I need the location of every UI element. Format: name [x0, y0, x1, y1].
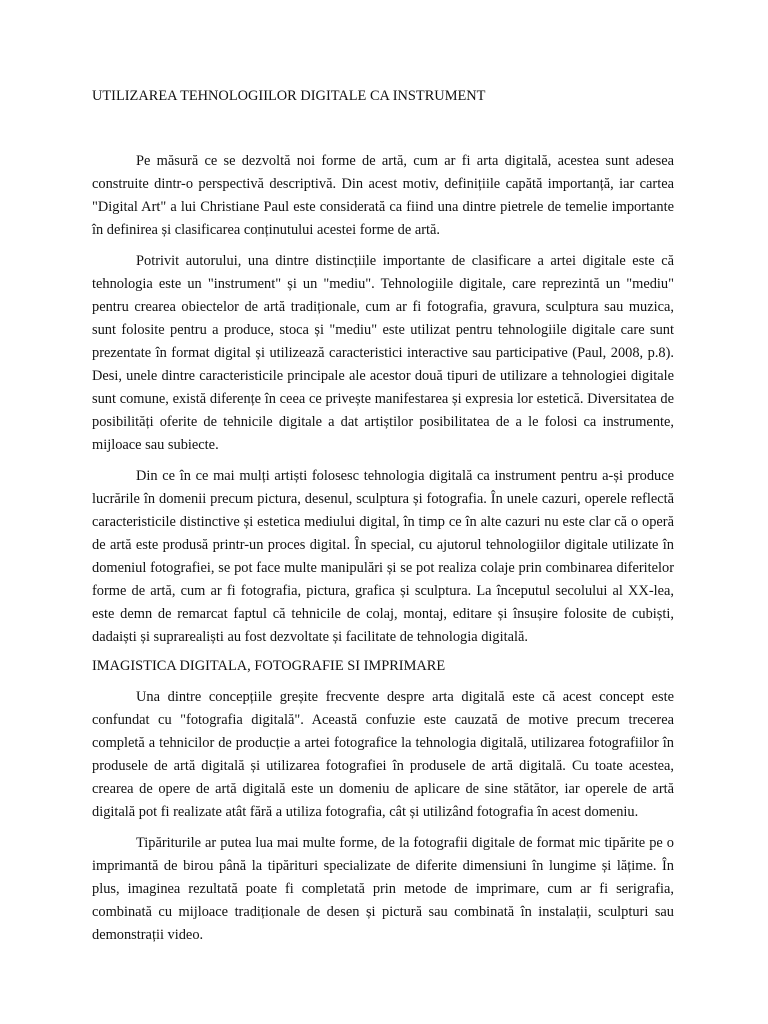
document-title: UTILIZAREA TEHNOLOGIILOR DIGITALE CA INSTRUMENT — [92, 88, 486, 104]
paragraph-misconceptions: Una dintre concepțiile greșite frecvente despre arta digitală este că acest concept este confundat cu "fotografia digitală". Această confuzie este cauzată de motive precum trecerea completă a tehnicilor de producție a artei fotografice la tehnologia digitală, utilizarea fotografiilor în produsele de artă digitală și utilizarea fotografiei în produsele de artă digitală. Cu toate acestea, crearea de opere de artă digitală este un domeniu de aplicare de sine stătător, iar operele de artă digitală pot fi realizate atât fără a utiliza fotografia, cât și utilizând fotografia în acest domeniu. — [92, 689, 674, 820]
document-body — [92, 85, 674, 955]
section-heading-imaging: IMAGISTICA DIGITALA, FOTOGRAFIE SI IMPRIMARE — [92, 658, 446, 674]
paragraph-intro: Pe măsură ce se dezvoltă noi forme de artă, cum ar fi arta digitală, acestea sunt adesea construite dintr-o perspectivă descriptivă. Din acest motiv, definițiile capătă importanță, iar cartea "Digital Art" a lui Christiane Paul este considerată ca fiind una dintre pietrele de temelie importante în definirea și clasificarea conținutului acestei forme de artă. — [92, 153, 674, 238]
paragraph-instrument-medium: Potrivit autorului, una dintre distincțiile importante de clasificare a artei digitale este că tehnologia este un "instrument" și un "mediu". Tehnologiile digitale, care reprezintă un "mediu" pentru crearea obiectelor de artă tradiționale, cum ar fi fotografia, gravura, sculptura sau muzica, sunt folosite pentru a produce, stoca și "mediu" este utilizat pentru tehnologiile digitale care sunt prezentate în format digital și utilizează caracteristici interactive sau participative (Paul, 2008, p.8). Desi, unele dintre caracteristicile principale ale acestor două tipuri de utilizare a tehnologiei digitale sunt comune, există diferențe în ceea ce privește manifestarea și expresia lor estetică. Diversitatea de posibilități oferite de tehnicile digitale a dat artiștilor posibilitatea de a le folosi ca instrumente, mijloace sau subiecte. — [92, 253, 674, 453]
paragraph-prints: Tipăriturile ar putea lua mai multe forme, de la fotografii digitale de format mic tipărite pe o imprimantă de birou până la tipărituri specializate de diferite dimensiuni în lungime și lățime. În plus, imaginea rezultată poate fi completată prin metode de imprimare, cum ar fi serigrafia, combinată cu mijloace tradiționale de desen și pictură sau combinată în instalații, sculpturi sau demonstrații video. — [92, 835, 674, 943]
paragraph-artists-tools: Din ce în ce mai mulți artiști folosesc tehnologia digitală ca instrument pentru a-și produce lucrările în domenii precum pictura, desenul, sculptura și fotografia. În unele cazuri, operele reflectă caracteristicile distinctive și estetica mediului digital, în timp ce în alte cazuri nu este clar că o operă de artă este produsă printr-un proces digital. În special, cu ajutorul tehnologiilor digitale utilizate în domeniul fotografiei, se pot face multe manipulări și se pot realiza colaje prin combinarea diferitelor forme de artă, cum ar fi fotografia, pictura, grafica și sculptura. La începutul secolului al XX-lea, este demn de remarcat faptul că tehnicile de colaj, montaj, editare și însușire folosite de cubiști, dadaiști și suprarealiști au fost dezvoltate și facilitate de tehnologia digitală. — [92, 468, 674, 645]
